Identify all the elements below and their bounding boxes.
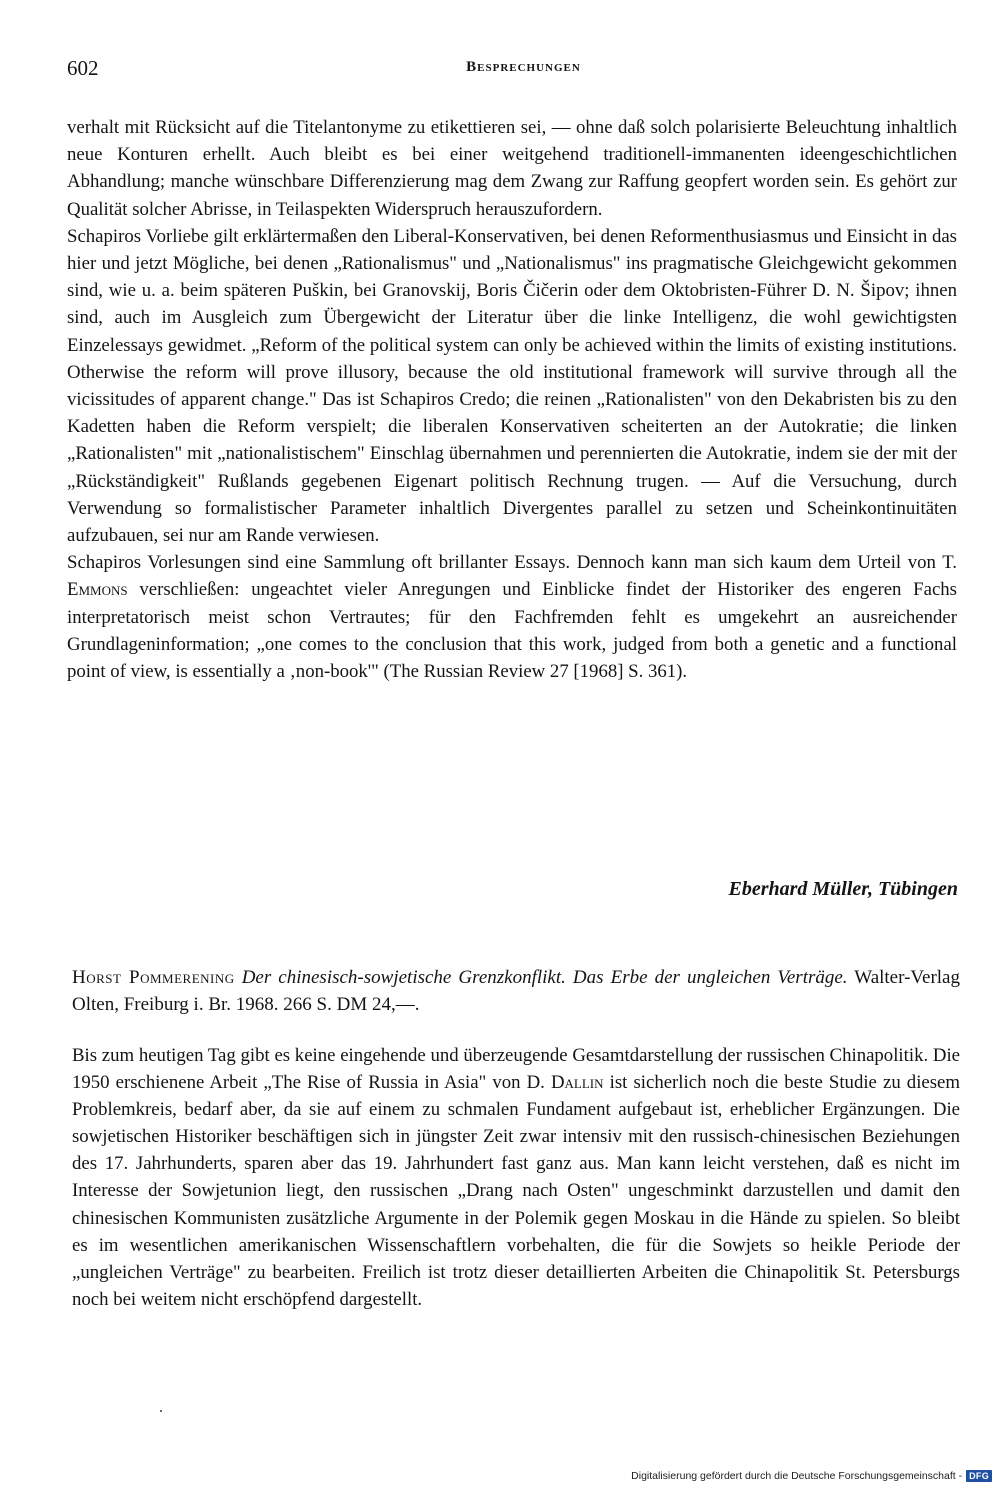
review-2-text-run: Dallin [550, 1072, 604, 1094]
review-1-paragraph [67, 114, 957, 223]
dfg-logo: DFG [966, 1470, 992, 1482]
review-2-citation [72, 964, 960, 1018]
review-2-paragraph [72, 1042, 960, 1313]
review-1-body [67, 114, 957, 685]
page-header [67, 56, 960, 86]
review-1-paragraph [67, 223, 957, 549]
footer-text: Digitalisierung gefördert durch die Deutsche Forschungsgemeinschaft - [631, 1470, 963, 1482]
digitization-footer [631, 1470, 992, 1482]
review-2-text-run: ist sicherlich noch die beste Studie zu diesem Problemkreis, bedarf aber, da sie auf einem zu schmalen Fundament aufgebaut ist, erheblicher Ergänzungen. Die sowjetischen Historiker beschäftigen sich in jüngster Zeit zwar intensiv mit den russisch-chinesischen Beziehungen des 17. Jahrhunderts, sparen aber das 19. Jahrhundert fast ganz aus. Man kann leicht verstehen, daß es nicht im Interesse der Sowjetunion liegt, den russischen „Drang nach Osten" ungeschminkt darzustellen und damit den chinesischen Kommunisten zusätzliche Argumente in der Polemik gegen Moskau in die Hände zu spielen. So bleibt es im wesentlichen amerikanischen Wissenschaftlern vorbehalten, die für die Sowjets so heikle Periode der „ungleichen Verträge" zu bearbeiten. Freilich ist trotz dieser detaillierten Arbeiten die Chinapolitik St. Petersburgs noch bei weitem nicht erschöpfend dargestellt. [72, 1072, 960, 1310]
book-author: Horst Pommerening [72, 967, 235, 988]
reviewer-signature: Eberhard Müller, Tübingen [728, 878, 958, 900]
book-title: Der chinesisch-sowjetische Grenzkonflikt. Das Erbe der ungleichen Verträge. [241, 967, 848, 988]
scan-speck [160, 1410, 162, 1412]
running-head: Besprechungen [466, 59, 581, 75]
review-1-text-run: Schapiros Vorliebe gilt erklärtermaßen den Liberal-Konservativen, bei denen Reformenthusiasmus und Einsicht in das hier und jetzt Mögliche, bei denen „Rationalismus" und „Nationalismus" ins pragmatische Gleichgewicht gekommen sind, wie u. a. beim späteren Puškin, bei Granovskij, Boris Čičerin oder dem Oktobristen-Führer D. N. Šipov; ihnen sind, auch im Ausgleich zum Übergewicht der Literatur über die linke Intelligenz, die wohl gewichtigsten Einzelessays gewidmet. „Reform of the political system can only be achieved within the limits of existing institutions. Otherwise the reform will prove illusory, because the old institutional framework will survive through all the vicissitudes of apparent change." Das ist Schapiros Credo; die reinen „Rationalisten" von den Dekabristen bis zu den Kadetten haben die Reform verspielt; die liberalen Konservativen scheiterten an der Autokratie; die linken „Rationalisten" mit „nationalistischem" Einschlag übernahmen und perennierten die Autokratie, indem sie der mit der „Rückständigkeit" Rußlands gegebenen Eigenart politisch Rechnung trugen. — Auf die Versuchung, durch Verwendung so formalistischer Parameter inhaltlich Divergentes parallel zu setzen und Scheinkontinuitäten aufzubauen, sei nur am Rande verwiesen. [67, 225, 957, 547]
review-1-paragraph [67, 549, 957, 685]
book-publisher: Walter-Verlag Olten, Freiburg i. Br. 1968. 266 S. DM 24,—. [72, 967, 960, 1015]
review-2-text-run: Bis zum heutigen Tag gibt es keine eingehende und überzeugende Gesamtdarstellung der russischen Chinapolitik. Die 1950 erschienene Arbeit „The Rise of Russia in Asia" von D. [72, 1045, 960, 1094]
page-number: 602 [67, 56, 99, 80]
review-1-text-run: Emmons [67, 579, 128, 601]
review-1-text-run: verhalt mit Rücksicht auf die Titelantonyme zu etikettieren sei, — ohne daß solch polarisierte Beleuchtung inhaltlich neue Konturen erhellt. Auch bleibt es bei einer weitgehend traditionell-immanenten ideengeschichtlichen Abhandlung; manche wünschbare Differenzierung mag dem Zwang zur Raffung geopfert worden sein. Es gehört zur Qualität solcher Abrisse, in Teilaspekten Widerspruch herauszufordern. [67, 117, 957, 220]
review-1-text-run: Schapiros Vorlesungen sind eine Sammlung oft brillanter Essays. Dennoch kann man sich kaum dem Urteil von T. [67, 552, 957, 574]
review-1-text-run: verschließen: ungeachtet vieler Anregungen und Einblicke findet der Historiker des engeren Fachs interpretatorisch meist schon Vertrautes; für den Fachfremden fehlt es umgekehrt an ausreichender Grundlageninformation; „one comes to the conclusion that this work, judged from both a genetic and a functional point of view, is essentially a ‚non-book'" (The Russian Review 27 [1968] S. 361). [67, 579, 957, 683]
review-2-body [72, 1042, 960, 1313]
